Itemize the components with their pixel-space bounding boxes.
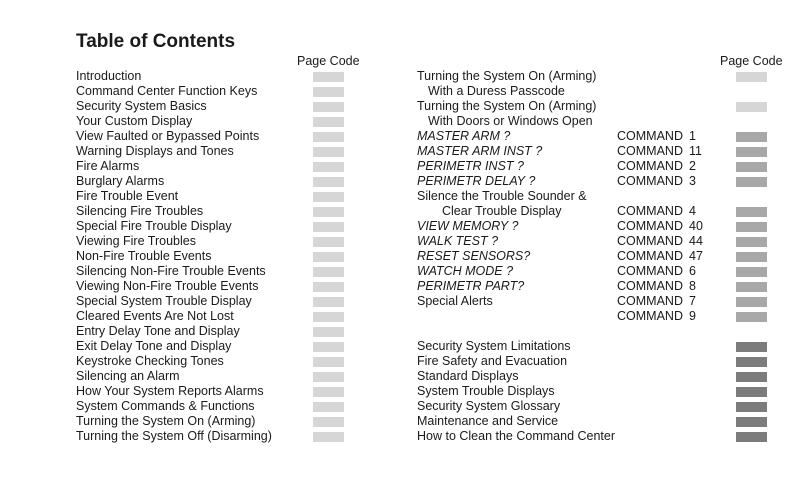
command-word: COMMAND (617, 219, 683, 233)
toc-entry-label: Non-Fire Trouble Events (76, 249, 212, 263)
page-code-header-right: Page Code (720, 54, 783, 68)
toc-entry-label: Silencing an Alarm (76, 369, 180, 383)
toc-entry[interactable] (76, 114, 366, 129)
toc-entry[interactable] (417, 429, 772, 444)
command-number: 6 (689, 264, 696, 278)
toc-entry-label: Fire Alarms (76, 159, 140, 173)
command-word: COMMAND (617, 249, 683, 263)
toc-entry-label: Special Alerts (417, 294, 493, 308)
toc-entry[interactable] (417, 249, 772, 264)
page-code-swatch (313, 327, 344, 337)
toc-entry-label: View Faulted or Bypassed Points (76, 129, 260, 143)
toc-entry-label: RESET SENSORS? (417, 249, 531, 263)
toc-entry-label: MASTER ARM INST ? (417, 144, 543, 158)
toc-entry[interactable] (417, 399, 772, 414)
page-code-swatch (313, 357, 344, 367)
command-number: 47 (689, 249, 703, 263)
page-code-swatch (313, 432, 344, 442)
toc-entry-label: Security System Glossary (417, 399, 561, 413)
command-word: COMMAND (617, 204, 683, 218)
toc-entry-label: Burglary Alarms (76, 174, 165, 188)
page-code-swatch (736, 207, 767, 217)
page-code-swatch (736, 402, 767, 412)
page-code-swatch (736, 222, 767, 232)
toc-entry[interactable] (417, 264, 772, 279)
toc-entry[interactable] (76, 234, 366, 249)
toc-entry-label: Exit Delay Tone and Display (76, 339, 232, 353)
toc-entry-label: Fire Safety and Evacuation (417, 354, 568, 368)
page-code-swatch (736, 372, 767, 382)
command-code (617, 204, 696, 219)
page-code-swatch (736, 267, 767, 277)
toc-entry[interactable] (76, 159, 366, 174)
command-word: COMMAND (617, 234, 683, 248)
page-code-swatch (736, 72, 767, 82)
toc-entry-label: Fire Trouble Event (76, 189, 179, 203)
toc-entry-label: WATCH MODE ? (417, 264, 514, 278)
page-code-swatch (313, 207, 344, 217)
page-code-swatch (313, 252, 344, 262)
command-code (617, 129, 696, 144)
toc-entry-label: How to Clean the Command Center (417, 429, 616, 443)
page-code-swatch (736, 387, 767, 397)
toc-entry[interactable] (76, 399, 366, 414)
page-code-swatch (736, 432, 767, 442)
toc-entry-label: Turning the System On (Arming) (76, 414, 256, 428)
command-word: COMMAND (617, 279, 683, 293)
toc-entry[interactable] (417, 369, 772, 384)
command-number: 1 (689, 129, 696, 143)
toc-entry[interactable] (417, 294, 772, 309)
page-code-swatch (736, 357, 767, 367)
command-number: 11 (689, 144, 702, 158)
toc-entry-label: Warning Displays and Tones (76, 144, 234, 158)
command-number: 4 (689, 204, 696, 218)
page-title: Table of Contents (76, 31, 236, 52)
toc-entry[interactable] (417, 84, 772, 99)
command-word: COMMAND (617, 159, 683, 173)
toc-entry[interactable] (417, 174, 772, 189)
page-code-swatch (313, 147, 344, 157)
toc-entry-label: Turning the System On (Arming) (417, 69, 597, 83)
page-code-swatch (313, 87, 344, 97)
command-code (617, 144, 702, 159)
page-code-swatch (736, 177, 767, 187)
toc-entry[interactable] (76, 429, 366, 444)
toc-entry[interactable] (417, 69, 772, 84)
toc-entry-label: Silencing Non-Fire Trouble Events (76, 264, 266, 278)
page-code-swatch (736, 102, 767, 112)
page-code-swatch (313, 312, 344, 322)
toc-entry-label: WALK TEST ? (417, 234, 499, 248)
page-code-swatch (736, 417, 767, 427)
command-word: COMMAND (617, 174, 683, 188)
toc-entry[interactable] (76, 84, 366, 99)
toc-entry[interactable] (76, 369, 366, 384)
command-word: COMMAND (617, 264, 683, 278)
toc-entry[interactable] (417, 384, 772, 399)
command-code (617, 159, 696, 174)
page-code-swatch (313, 372, 344, 382)
toc-entry-label: VIEW MEMORY ? (417, 219, 519, 233)
page-code-swatch (313, 162, 344, 172)
toc-entry[interactable] (76, 99, 366, 114)
page-code-swatch (736, 162, 767, 172)
page-code-swatch (736, 282, 767, 292)
toc-entry-label: Entry Delay Tone and Display (76, 324, 240, 338)
toc-entry[interactable] (76, 414, 366, 429)
command-word: COMMAND (617, 309, 683, 323)
command-code (617, 174, 696, 189)
toc-entry[interactable] (417, 159, 772, 174)
toc-entry-label: Special Fire Trouble Display (76, 219, 232, 233)
toc-entry-label: Silence the Trouble Sounder & (417, 189, 587, 203)
page-code-swatch (736, 252, 767, 262)
toc-entry-label: Introduction (76, 69, 142, 83)
command-number: 9 (689, 309, 696, 323)
toc-entry[interactable] (417, 189, 772, 204)
toc-entry[interactable] (417, 219, 772, 234)
command-word: COMMAND (617, 294, 683, 308)
page-code-swatch (313, 267, 344, 277)
page-code-swatch (313, 132, 344, 142)
toc-entry[interactable] (417, 279, 772, 294)
page-code-swatch (313, 72, 344, 82)
command-number: 2 (689, 159, 696, 173)
command-number: 3 (689, 174, 696, 188)
page-code-swatch (313, 237, 344, 247)
toc-entry[interactable] (76, 219, 366, 234)
toc-entry-label: Viewing Non-Fire Trouble Events (76, 279, 259, 293)
toc-entry[interactable] (417, 99, 772, 114)
toc-entry-label: With a Duress Passcode (428, 84, 565, 98)
toc-entry-label: How Your System Reports Alarms (76, 384, 264, 398)
toc-entry-label: Keystroke Checking Tones (76, 354, 224, 368)
toc-entry-label: Your Custom Display (76, 114, 193, 128)
toc-entry[interactable] (417, 144, 772, 159)
toc-entry[interactable] (417, 234, 772, 249)
toc-entry-label: Viewing Fire Troubles (76, 234, 196, 248)
toc-entry-label: PERIMETR INST ? (417, 159, 524, 173)
toc-entry-label: Security System Limitations (417, 339, 571, 353)
command-code (617, 234, 703, 249)
page-code-swatch (736, 132, 767, 142)
page-code-swatch (313, 192, 344, 202)
command-word: COMMAND (617, 129, 683, 143)
toc-entry-label: System Trouble Displays (417, 384, 555, 398)
page-code-header-left: Page Code (297, 54, 360, 68)
toc-entry-label: Cleared Events Are Not Lost (76, 309, 234, 323)
command-code (617, 249, 703, 264)
toc-entry-label: Clear Trouble Display (442, 204, 562, 218)
toc-entry-label: System Commands & Functions (76, 399, 255, 413)
toc-entry[interactable] (76, 264, 366, 279)
page-code-swatch (313, 417, 344, 427)
command-code (617, 264, 696, 279)
toc-left-column (76, 69, 366, 444)
command-code (617, 279, 696, 294)
page-code-swatch (313, 117, 344, 127)
toc-entry-label: Special System Trouble Display (76, 294, 252, 308)
command-number: 8 (689, 279, 696, 293)
toc-entry[interactable] (76, 339, 366, 354)
page-code-swatch (313, 102, 344, 112)
toc-entry[interactable] (76, 309, 366, 324)
toc-entry[interactable] (417, 114, 772, 129)
command-number: 40 (689, 219, 703, 233)
command-number: 44 (689, 234, 703, 248)
page-code-swatch (736, 147, 767, 157)
page-code-swatch (313, 297, 344, 307)
toc-entry[interactable] (76, 294, 366, 309)
toc-entry[interactable] (76, 279, 366, 294)
page-code-swatch (736, 342, 767, 352)
toc-entry-label: Turning the System Off (Disarming) (76, 429, 272, 443)
toc-entry-label: With Doors or Windows Open (428, 114, 593, 128)
toc-entry[interactable] (417, 309, 772, 324)
page-code-swatch (736, 237, 767, 247)
toc-entry[interactable] (76, 129, 366, 144)
toc-entry[interactable] (76, 249, 366, 264)
page-code-swatch (313, 402, 344, 412)
page-code-swatch (313, 387, 344, 397)
toc-entry[interactable] (417, 129, 772, 144)
command-code (617, 309, 696, 324)
toc-entry[interactable] (76, 384, 366, 399)
toc-entry-label: Maintenance and Service (417, 414, 559, 428)
toc-right-column (417, 69, 772, 444)
page-code-swatch (736, 312, 767, 322)
toc-entry-label: Turning the System On (Arming) (417, 99, 597, 113)
command-number: 7 (689, 294, 696, 308)
toc-entry[interactable] (417, 339, 772, 354)
page-code-swatch (313, 222, 344, 232)
toc-entry-label: MASTER ARM ? (417, 129, 511, 143)
toc-entry[interactable] (76, 204, 366, 219)
toc-entry[interactable] (417, 354, 772, 369)
toc-entry[interactable] (76, 324, 366, 339)
toc-entry-label: Security System Basics (76, 99, 207, 113)
page-code-swatch (313, 177, 344, 187)
toc-entry-label: PERIMETR PART? (417, 279, 525, 293)
page-code-swatch (313, 342, 344, 352)
toc-entry[interactable] (76, 174, 366, 189)
toc-entry[interactable] (417, 414, 772, 429)
toc-entry[interactable] (76, 189, 366, 204)
command-code (617, 294, 696, 309)
command-code (617, 219, 703, 234)
page-code-swatch (736, 297, 767, 307)
toc-entry-label: PERIMETR DELAY ? (417, 174, 536, 188)
toc-entry[interactable] (76, 354, 366, 369)
toc-entry-label: Command Center Function Keys (76, 84, 258, 98)
toc-entry-label: Silencing Fire Troubles (76, 204, 204, 218)
command-word: COMMAND (617, 144, 683, 158)
toc-entry[interactable] (76, 144, 366, 159)
toc-entry[interactable] (76, 69, 366, 84)
toc-entry[interactable] (417, 204, 772, 219)
page-code-swatch (313, 282, 344, 292)
toc-entry-label: Standard Displays (417, 369, 519, 383)
